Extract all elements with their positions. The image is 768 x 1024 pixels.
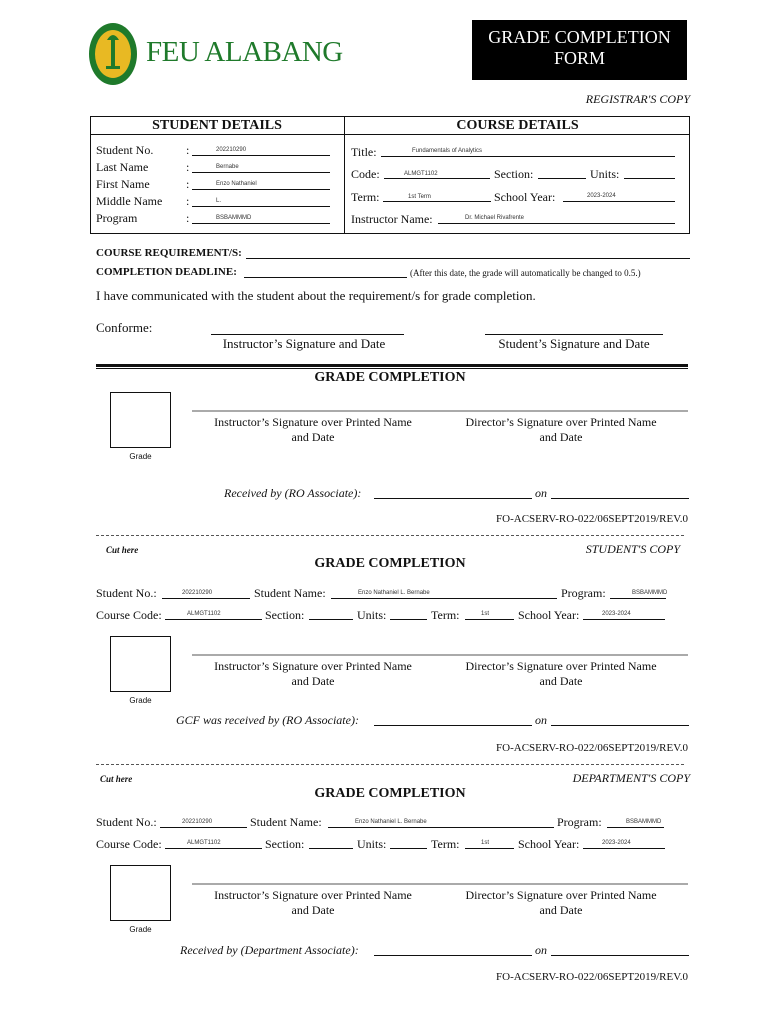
grade-box[interactable] (110, 392, 171, 448)
program-label: Program: (557, 815, 602, 829)
row-value: L. (216, 198, 222, 204)
course-requirement-label: COURSE REQUIREMENT/S: (96, 247, 242, 259)
course-code-label: Code: (351, 167, 380, 181)
instructor-sig-label: Instructor’s Signature over Printed Name and Date (214, 415, 412, 444)
course-term-value: 1st Term (408, 194, 431, 200)
course-units-label: Units: (590, 167, 620, 181)
school-year-label: School Year: (518, 608, 580, 622)
program-label: Program: (561, 586, 606, 600)
received-label: Received by (Department Associate): (180, 943, 359, 957)
completion-deadline-label: COMPLETION DEADLINE: (96, 266, 237, 278)
term-label: Term: (431, 837, 460, 851)
term-label: Term: (431, 608, 460, 622)
on-label: on (535, 486, 547, 500)
course-term-label: Term: (351, 190, 380, 204)
student-name-value: Enzo Nathaniel L. Bernabe (358, 590, 430, 596)
cut-here-label: Cut here (106, 545, 139, 555)
school-year-value: 2023-2024 (602, 611, 631, 617)
student-details-heading: STUDENT DETAILS (152, 118, 282, 133)
grade-box[interactable] (110, 636, 171, 692)
row-label: Last Name (96, 160, 149, 174)
conforme-label: Conforme: (96, 320, 153, 335)
row-label: First Name (96, 177, 150, 191)
cut-line (96, 535, 684, 536)
student-name-label: Student Name: (254, 586, 326, 600)
director-sig-label: Director’s Signature over Printed Name and Date (465, 415, 657, 444)
instructor-signature-label: Instructor’s Signature and Date (222, 336, 386, 351)
row-label: Student No. (96, 143, 154, 157)
course-title-label: Title: (351, 145, 377, 159)
communication-statement: I have communicated with the student about the requirement/s for grade completion. (96, 288, 536, 303)
units-label: Units: (357, 608, 387, 622)
course-title-value: Fundamentals of Analytics (412, 148, 483, 154)
director-sig-label: Director’s Signature over Printed Name and Date (465, 659, 657, 688)
student-no-value: 202210290 (182, 819, 213, 825)
grade-label: Grade (129, 696, 152, 705)
course-school-year-label: School Year: (494, 190, 556, 204)
copy-label-department: DEPARTMENT'S COPY (572, 771, 690, 785)
term-value: 1st (481, 840, 490, 846)
form-code: FO-ACSERV-RO-022/06SEPT2019/REV.0 (496, 742, 688, 754)
course-details-heading: COURSE DETAILS (456, 118, 579, 133)
signature-line (192, 410, 688, 412)
grade-label: Grade (129, 452, 152, 461)
section-divider-thick (96, 364, 688, 369)
school-name: FEU ALABANG (146, 36, 343, 68)
program-value: BSBAMMMD (632, 590, 668, 596)
school-logo (88, 22, 138, 86)
section2-title: GRADE COMPLETION (314, 556, 466, 571)
form-title-line2: FORM (553, 48, 606, 68)
received-label: GCF was received by (RO Associate): (176, 713, 359, 727)
student-no-label: Student No.: (96, 586, 157, 600)
section-label: Section: (265, 837, 305, 851)
student-name-value: Enzo Nathaniel L. Bernabe (355, 819, 427, 825)
school-year-value: 2023-2024 (602, 840, 631, 846)
row-value: BSBAMMMD (216, 215, 252, 221)
course-code-label: Course Code: (96, 837, 162, 851)
form-code: FO-ACSERV-RO-022/06SEPT2019/REV.0 (496, 513, 688, 525)
student-name-label: Student Name: (250, 815, 322, 829)
on-label: on (535, 713, 547, 727)
course-code-value: ALMGT1102 (404, 171, 438, 177)
received-label: Received by (RO Associate): (224, 486, 362, 500)
cut-line (96, 764, 684, 765)
cut-here-label: Cut here (100, 774, 133, 784)
instructor-sig-label: Instructor’s Signature over Printed Name and Date (214, 659, 412, 688)
course-code-label: Course Code: (96, 608, 162, 622)
term-value: 1st (481, 611, 490, 617)
signature-line (192, 883, 688, 885)
grade-box[interactable] (110, 865, 171, 921)
signature-line (192, 654, 688, 656)
section1-title: GRADE COMPLETION (314, 370, 466, 385)
units-label: Units: (357, 837, 387, 851)
copy-label-student: STUDENT'S COPY (585, 542, 680, 556)
grade-label: Grade (129, 925, 152, 934)
deadline-note: (After this date, the grade will automatically be changed to 0.5.) (410, 268, 641, 278)
instructor-name-value: Dr. Michael Rivafrente (465, 215, 525, 221)
section-label: Section: (265, 608, 305, 622)
row-label: Middle Name (96, 194, 163, 208)
instructor-name-label: Instructor Name: (351, 212, 433, 226)
row-value: 202210290 (216, 147, 247, 153)
course-code-value: ALMGT1102 (187, 611, 221, 617)
row-value: Bernabe (216, 164, 239, 170)
row-value: Enzo Nathaniel (216, 181, 257, 187)
student-no-label: Student No.: (96, 815, 157, 829)
director-sig-label: Director’s Signature over Printed Name and Date (465, 888, 657, 917)
program-value: BSBAMMMD (626, 819, 662, 825)
section3-title: GRADE COMPLETION (314, 786, 466, 801)
form-code: FO-ACSERV-RO-022/06SEPT2019/REV.0 (496, 971, 688, 983)
course-school-year-value: 2023-2024 (587, 193, 616, 199)
row-label: Program (96, 211, 138, 225)
copy-label-registrar: REGISTRAR'S COPY (585, 92, 690, 106)
form-title-line1: GRADE COMPLETION (488, 27, 671, 47)
form-title-box (472, 20, 687, 80)
course-section-label: Section: (494, 167, 534, 181)
student-signature-label: Student’s Signature and Date (498, 336, 650, 351)
student-no-value: 202210290 (182, 590, 213, 596)
instructor-sig-label: Instructor’s Signature over Printed Name and Date (214, 888, 412, 917)
school-year-label: School Year: (518, 837, 580, 851)
on-label: on (535, 943, 547, 957)
course-code-value: ALMGT1102 (187, 840, 221, 846)
